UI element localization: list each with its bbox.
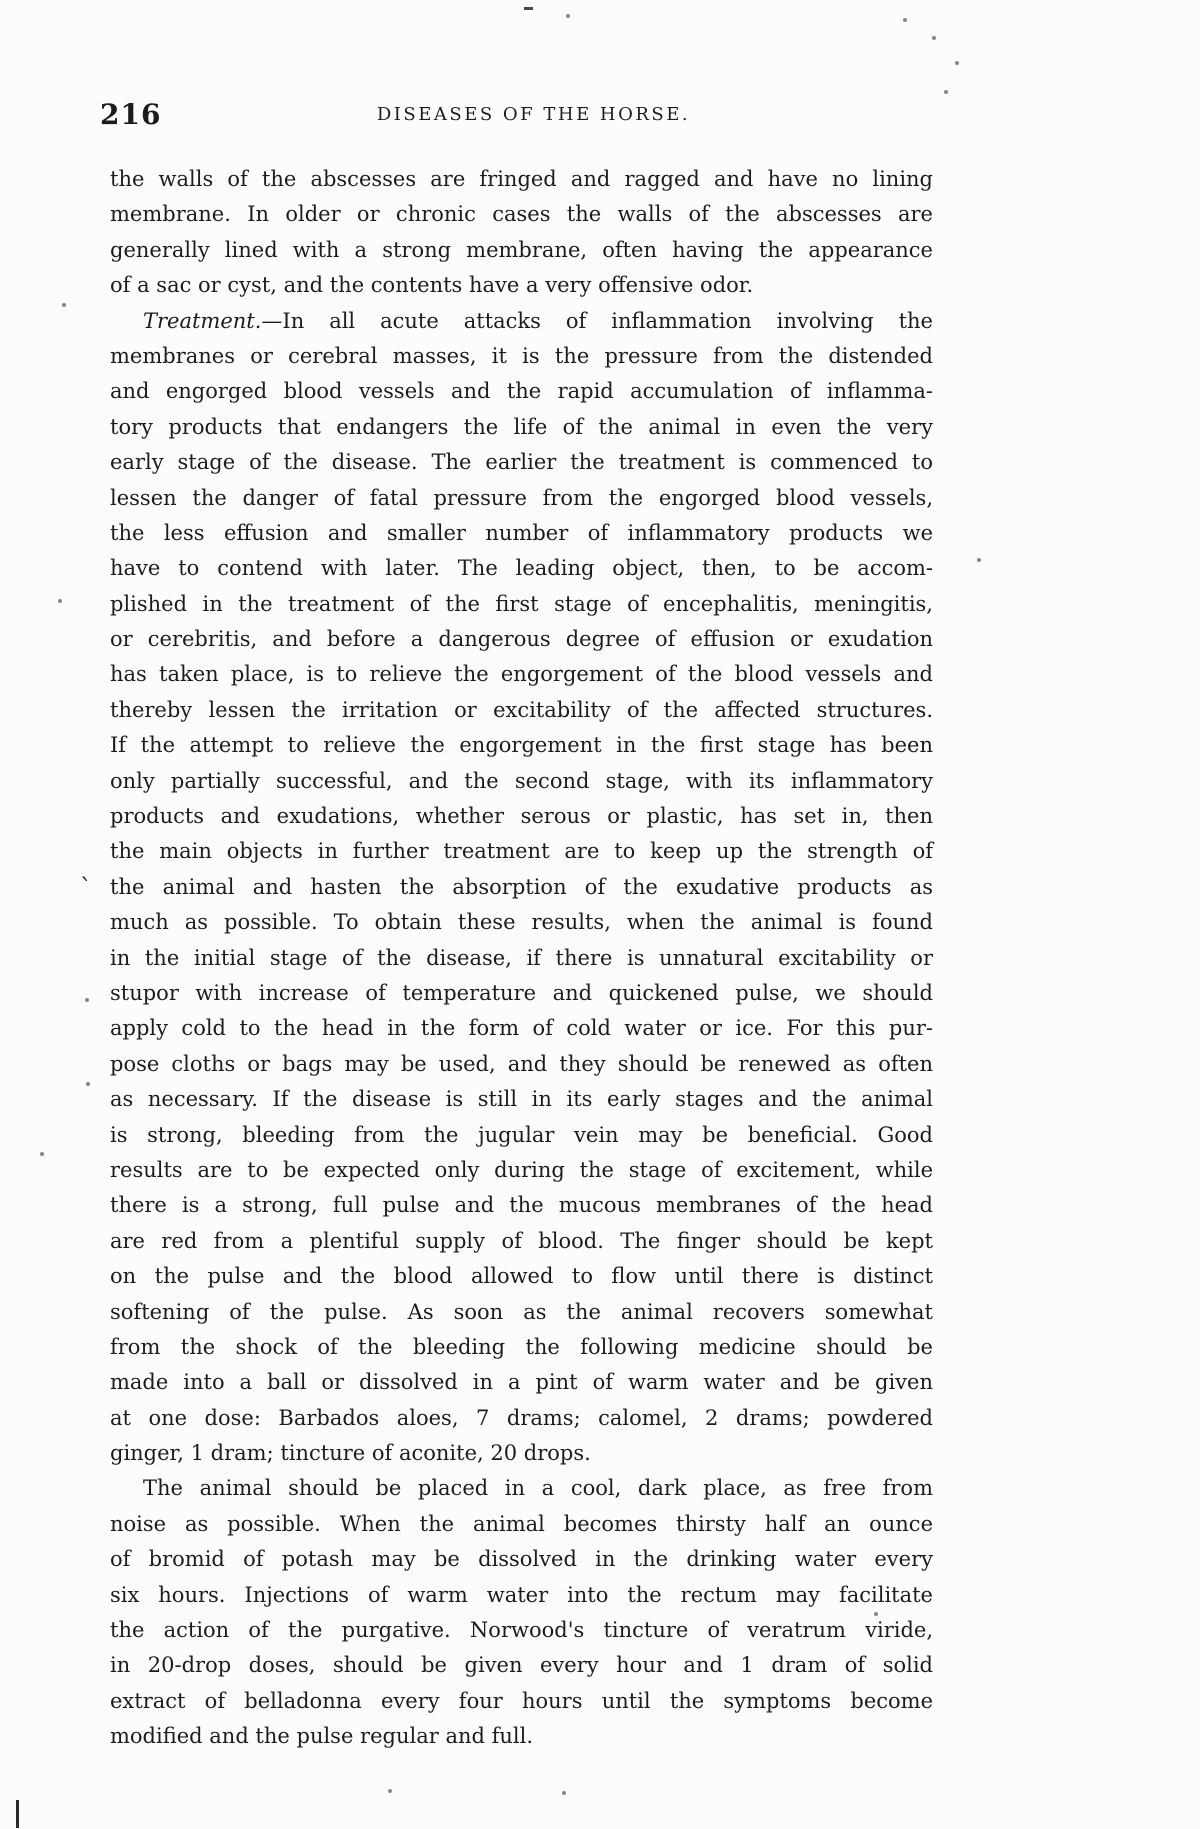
line-text: modified and the pulse regular and full. — [110, 1724, 534, 1749]
line-text: generally lined with a strong membrane, often having the appearance — [110, 237, 933, 262]
scan-speck-dot — [58, 599, 62, 603]
text-line — [110, 622, 933, 657]
line-text: as necessary. If the disease is still in its early stages and the animal — [110, 1087, 933, 1112]
line-text: at one dose: Barbados aloes, 7 drams; calomel, 2 drams; powdered — [110, 1405, 933, 1430]
line-text: The animal should be placed in a cool, dark place, as free from — [143, 1476, 933, 1501]
text-line — [110, 764, 933, 799]
line-text: If the attempt to relieve the engorgement in the first stage has been — [110, 733, 933, 758]
text-line — [110, 1330, 933, 1365]
line-text: of bromid of potash may be dissolved in the drinking water every — [110, 1547, 933, 1572]
text-line — [110, 1153, 933, 1188]
line-text: the animal and hasten the absorption of the exudative products as — [110, 874, 933, 899]
scan-speck-dot — [955, 61, 959, 65]
line-text: and engorged blood vessels and the rapid accumulation of inflamma- — [110, 379, 933, 404]
scan-speck-dot — [40, 1152, 44, 1156]
text-line — [110, 1188, 933, 1223]
text-line — [110, 268, 933, 303]
text-line — [110, 693, 933, 728]
line-text: products and exudations, whether serous or plastic, has set in, then — [110, 804, 933, 829]
text-line — [110, 941, 933, 976]
text-line — [110, 905, 933, 940]
line-text: membrane. In older or chronic cases the walls of the abscesses are — [110, 202, 933, 227]
text-line — [110, 1259, 933, 1294]
running-header — [100, 98, 933, 138]
text-line — [110, 1082, 933, 1117]
text-line — [110, 1719, 933, 1754]
text-line — [110, 1011, 933, 1046]
line-text: extract of belladonna every four hours until the symptoms become — [110, 1688, 933, 1713]
scan-speck-dot — [903, 18, 907, 22]
text-line — [110, 339, 933, 374]
text-line — [110, 304, 933, 339]
text-line — [110, 162, 933, 197]
text-line — [110, 410, 933, 445]
text-line — [110, 1224, 933, 1259]
text-line — [110, 657, 933, 692]
line-text: is strong, bleeding from the jugular vein may be beneficial. Good — [110, 1122, 933, 1147]
text-line — [110, 1684, 933, 1719]
scan-speck-dot — [562, 1791, 566, 1795]
text-line — [110, 976, 933, 1011]
line-text: lessen the danger of fatal pressure from the engorged blood vessels, — [110, 485, 933, 510]
line-text: on the pulse and the blood allowed to flow until there is distinct — [110, 1264, 933, 1289]
scan-speck-dot — [388, 1789, 392, 1793]
scan-speck-dot — [932, 36, 936, 40]
line-text: from the shock of the bleeding the following medicine should be — [110, 1334, 933, 1359]
text-line — [110, 1542, 933, 1577]
page-number: 216 — [100, 98, 162, 131]
text-line — [110, 197, 933, 232]
line-text: only partially successful, and the second stage, with its inflammatory — [110, 768, 933, 793]
text-line — [110, 1471, 933, 1506]
line-text: the walls of the abscesses are fringed and ragged and have no lining — [110, 167, 933, 191]
text-line — [110, 1295, 933, 1330]
text-line — [110, 1047, 933, 1082]
text-line — [110, 1365, 933, 1400]
line-text: much as possible. To obtain these results, when the animal is found — [110, 910, 933, 935]
scan-speck-dot — [62, 303, 66, 307]
text-line — [110, 516, 933, 551]
line-text: plished in the treatment of the first stage of encephalitis, meningitis, — [110, 591, 933, 616]
line-text: or cerebritis, and before a dangerous degree of effusion or exudation — [110, 627, 933, 652]
line-text: are red from a plentiful supply of blood. The finger should be kept — [110, 1228, 933, 1253]
line-text: stupor with increase of temperature and quickened pulse, we should — [110, 980, 933, 1005]
running-head-title: DISEASES OF THE HORSE. — [376, 104, 691, 125]
line-text: the action of the purgative. Norwood's tincture of veratrum viride, — [110, 1618, 933, 1643]
text-line — [110, 445, 933, 480]
scan-speck-dot — [977, 558, 981, 562]
line-text: there is a strong, full pulse and the mucous membranes of the head — [110, 1193, 933, 1218]
text-line — [110, 1118, 933, 1153]
text-line — [110, 870, 933, 905]
scan-speck-dot — [86, 1082, 90, 1086]
line-text: noise as possible. When the animal becomes thirsty half an ounce — [110, 1511, 933, 1536]
text-line — [110, 834, 933, 869]
text-line — [110, 1578, 933, 1613]
text-line — [110, 1613, 933, 1648]
line-text: the main objects in further treatment are to keep up the strength of — [110, 839, 933, 864]
line-text: in 20-drop doses, should be given every hour and 1 dram of solid — [110, 1653, 933, 1678]
page-text — [110, 162, 933, 1755]
text-line — [110, 551, 933, 586]
line-text: apply cold to the head in the form of cold water or ice. For this pur- — [110, 1016, 933, 1041]
text-line — [110, 1436, 933, 1471]
text-line — [110, 728, 933, 763]
scan-speck-dot — [85, 998, 89, 1002]
text-line — [110, 1401, 933, 1436]
text-line — [110, 374, 933, 409]
line-text: six hours. Injections of warm water into the rectum may facilitate — [110, 1582, 933, 1607]
line-text: tory products that endangers the life of the animal in even the very — [110, 414, 933, 439]
text-line — [110, 587, 933, 622]
line-text: pose cloths or bags may be used, and they should be renewed as often — [110, 1051, 933, 1076]
scan-speck-tick: ` — [80, 874, 92, 902]
line-text: softening of the pulse. As soon as the animal recovers somewhat — [110, 1299, 933, 1324]
scan-speck-dash — [524, 7, 533, 10]
line-text: early stage of the disease. The earlier the treatment is commenced to — [110, 450, 933, 475]
text-line — [110, 481, 933, 516]
line-text: of a sac or cyst, and the contents have a very offensive odor. — [110, 273, 754, 298]
text-line — [110, 1648, 933, 1683]
line-text: results are to be expected only during the stage of excitement, while — [110, 1157, 933, 1182]
text-line — [110, 799, 933, 834]
line-text: membranes or cerebral masses, it is the pressure from the distended — [110, 343, 933, 368]
line-text: made into a ball or dissolved in a pint of warm water and be given — [110, 1370, 933, 1395]
line-text: has taken place, is to relieve the engorgement of the blood vessels and — [110, 662, 933, 687]
line-text: have to contend with later. The leading object, then, to be accom- — [110, 556, 933, 581]
line-text: thereby lessen the irritation or excitability of the affected structures. — [110, 697, 933, 722]
scan-speck-edge — [16, 1800, 19, 1828]
line-text: the less effusion and smaller number of inflammatory products we — [110, 520, 933, 545]
scan-speck-dot — [944, 90, 948, 94]
text-line — [110, 233, 933, 268]
italic-lead: Treatment. — [143, 308, 262, 333]
scan-speck-dot — [566, 14, 570, 18]
text-line — [110, 1507, 933, 1542]
line-text: ginger, 1 dram; tincture of aconite, 20 drops. — [110, 1441, 591, 1466]
line-text: in the initial stage of the disease, if there is unnatural excitability or — [110, 945, 933, 970]
line-text: —In all acute attacks of inflammation involving the — [261, 308, 933, 333]
